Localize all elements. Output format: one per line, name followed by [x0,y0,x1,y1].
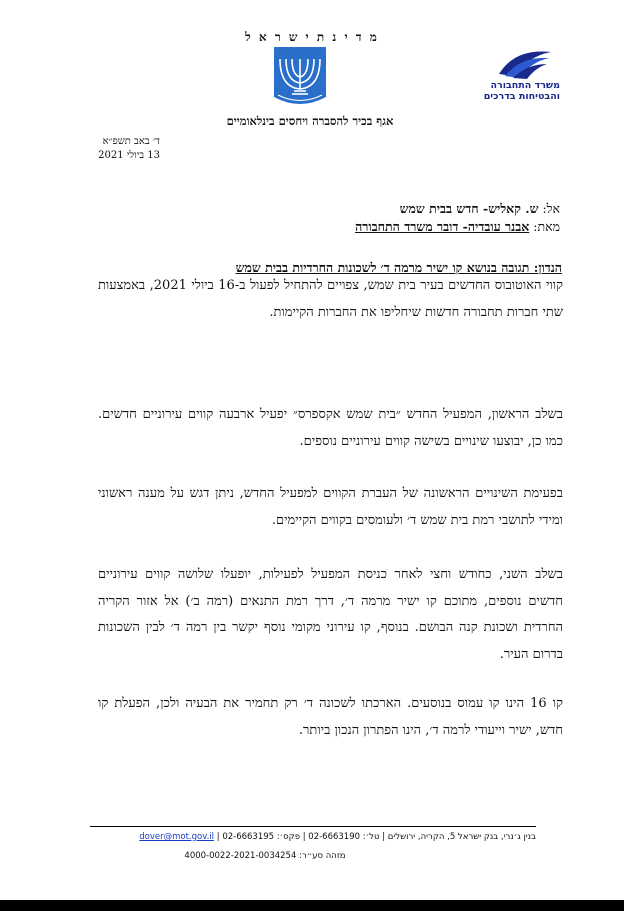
body-paragraph-2: בשלב הראשון, המפעיל החדש ״בית שמש אקספרס״ יפעיל ארבעה קווים עירוניים חדשים. כמו כן, יבוצעו שינויים בשישה קווים עירוניים נוספים. [98,407,563,449]
footer-divider [90,826,536,827]
subject-line: הנדון: תגובה בנושא קו ישיר מרמה ד׳ לשכונות החרדיות בבית שמש [235,260,562,275]
from-value: אבנר עובדיה- דובר משרד התחבורה [355,219,530,234]
hebrew-date: ד׳ באב תשפ״א [102,136,160,147]
body-paragraph-3: בפעימת השינויים הראשונה של העברת הקווים למפעיל החדש, ניתן דגש על מענה ראשוני ומידי לתושבי רמת בית שמש ד׳ ולעומסים בקווים הקיימים. [98,486,563,528]
body-paragraph-1: קווי האוטובוס החדשים בעיר בית שמש, צפויים להתחיל לפעול ב-16 ביולי 2021, באמצעות שתי חברות תחבורה חדשות שיחליפו את החברות הקיימות. [98,278,563,320]
menorah-emblem-icon [270,45,330,113]
logo-text-line2: והבטיחות בדרכים [483,91,560,102]
from-label: מאת: [533,219,560,234]
footer-address: בנין ג׳נרי, בנק ישראל 5, הקריה, ירושלים | טל׳: 02-6663190 | פקס׳: 02-6663195 | [216,832,536,842]
footer-contact [90,832,536,842]
body-paragraph-4: בשלב השני, כחודש וחצי לאחר כניסת המפעיל לפעילות, יופעלו שלושה קווים עירוניים חדשים נוספים, מתוכם קו ישיר מרמה ד׳, דרך רמת התנאים (רמה ב׳) אל אזור הקריה החרדית ושכונת קנה הבושם. בנוסף, קו עירוני מקומי נוסף יקשר בין רמה ד׳ לבין השכונות בדרום העיר. [98,567,563,662]
footer-reference: מזהה סע״ר: 4000-0022-2021-0034254 [184,851,346,861]
civil-date: 13 ביולי 2021 [98,150,160,161]
footer-email-link[interactable]: dover@mot.gov.il [139,832,215,842]
from-line [140,219,560,235]
body-paragraph-5: קו 16 הינו קו עמוס בנוסעים. הארכתו לשכונה ד׳ רק תחמיר את הבעיה ולכן, הפעלת קו חדש, ישיר וייעודי לרמה ד׳, הינו הפתרון הנכון ביותר. [98,696,563,738]
state-of-israel-label: מ ד י נ ת י ש ר א ל [245,30,379,44]
ministry-transport-logo-icon [495,46,553,80]
department-title: אגף בכיר להסברה ויחסים בינלאומיים [226,114,394,128]
page-bottom-bar [0,900,624,911]
to-value: ש. קאליש- חדש בבית שמש [399,201,539,216]
to-label: אל: [542,201,560,216]
to-line [140,201,560,217]
logo-text-line1: משרד התחבורה [490,80,560,91]
